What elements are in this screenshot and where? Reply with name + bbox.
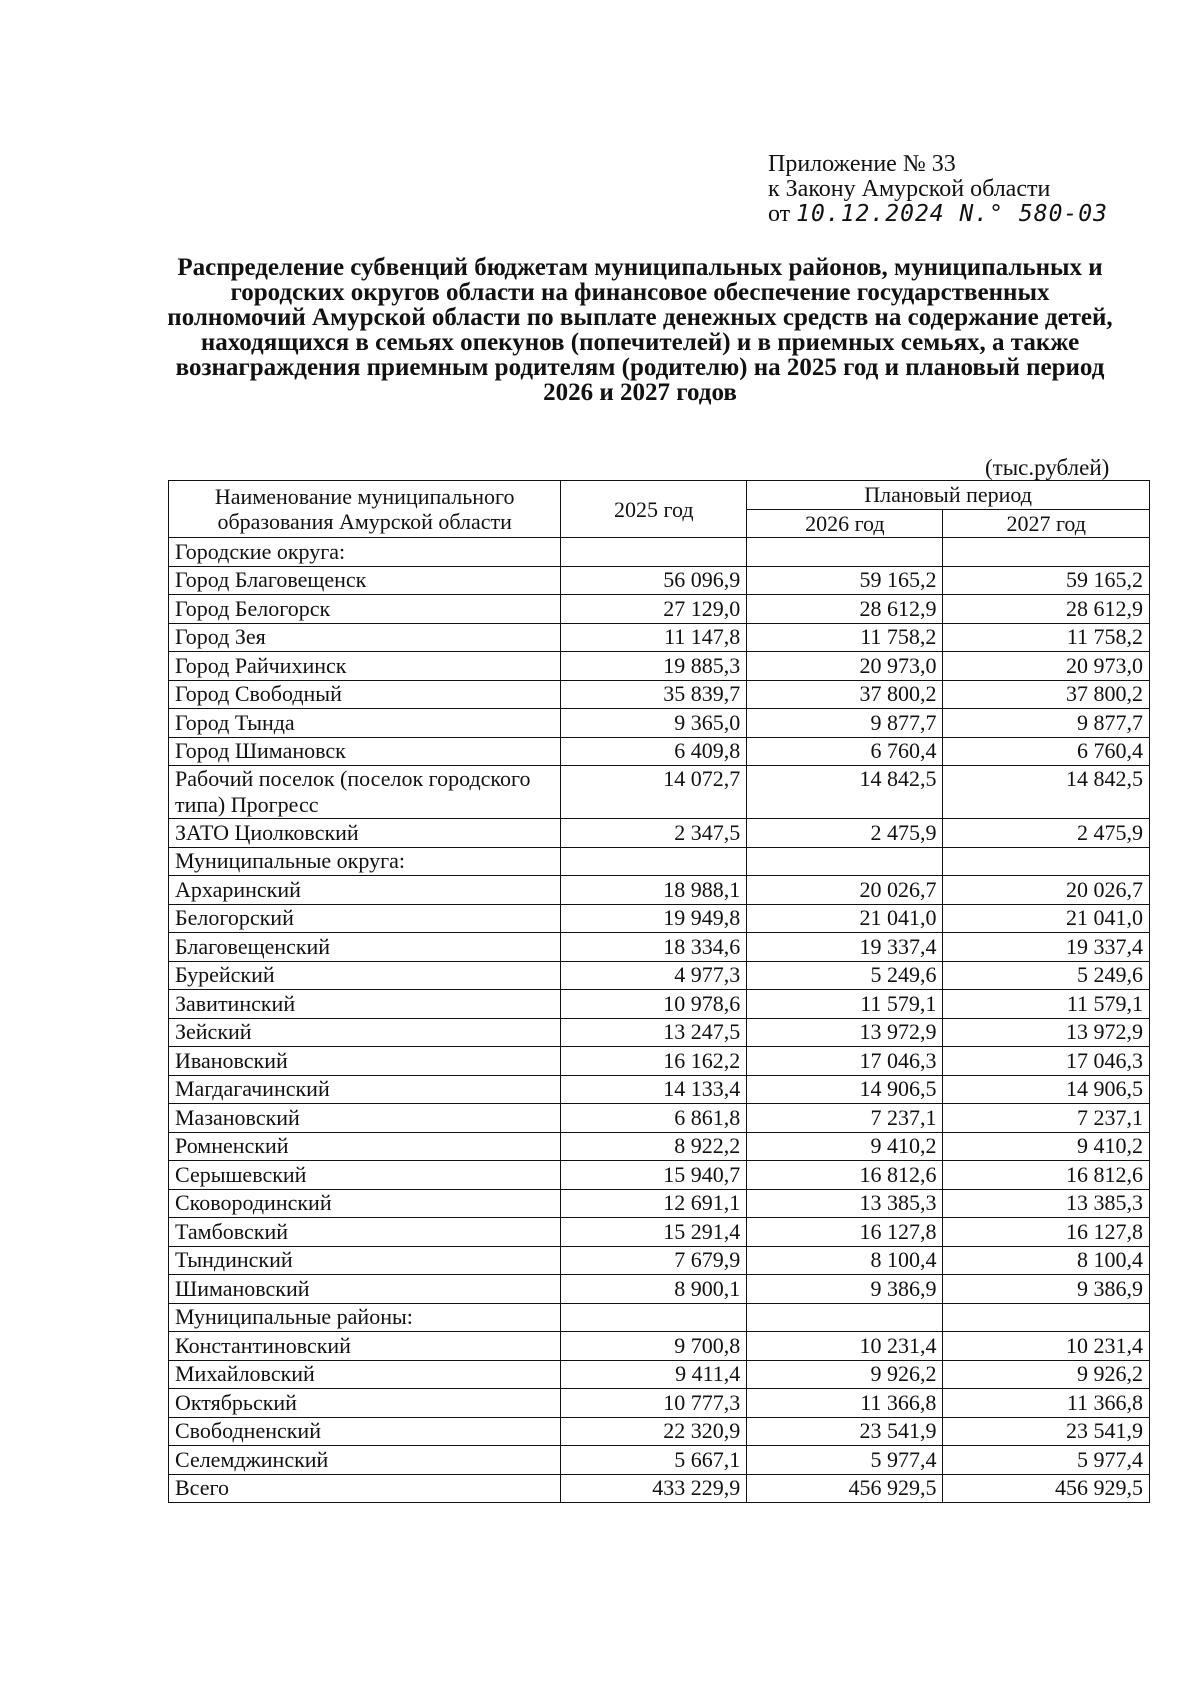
value-2026: 16 812,6 xyxy=(747,1161,943,1190)
header-2025: 2025 год xyxy=(561,481,747,538)
value-2027: 20 973,0 xyxy=(943,652,1150,681)
municipality-name: Тындинский xyxy=(169,1246,561,1275)
value-2027: 8 100,4 xyxy=(943,1246,1150,1275)
value-2025: 8 900,1 xyxy=(561,1275,747,1304)
value-2025: 56 096,9 xyxy=(561,566,747,595)
table-row xyxy=(169,1189,1150,1218)
value-2027: 5 977,4 xyxy=(943,1446,1150,1475)
table-row xyxy=(169,1018,1150,1047)
value-2027: 9 926,2 xyxy=(943,1360,1150,1389)
value-2026: 19 337,4 xyxy=(747,933,943,962)
municipality-name: Ивановский xyxy=(169,1047,561,1076)
value-2026: 17 046,3 xyxy=(747,1047,943,1076)
empty-cell xyxy=(747,1303,943,1332)
table-row xyxy=(169,737,1150,766)
value-2027: 20 026,7 xyxy=(943,876,1150,905)
table-row xyxy=(169,1047,1150,1076)
value-2027: 37 800,2 xyxy=(943,680,1150,709)
value-2026: 8 100,4 xyxy=(747,1246,943,1275)
value-2025: 13 247,5 xyxy=(561,1018,747,1047)
section-title: Городские округа: xyxy=(169,538,561,567)
municipality-name: Мазановский xyxy=(169,1104,561,1133)
empty-cell xyxy=(943,1303,1150,1332)
municipality-name: Свободненский xyxy=(169,1417,561,1446)
value-2025: 10 978,6 xyxy=(561,990,747,1019)
value-2025: 15 291,4 xyxy=(561,1218,747,1247)
section-row xyxy=(169,538,1150,567)
value-2025: 10 777,3 xyxy=(561,1389,747,1418)
empty-cell xyxy=(561,1303,747,1332)
municipality-name: Город Райчихинск xyxy=(169,652,561,681)
distribution-table xyxy=(168,480,1150,1503)
table-row xyxy=(169,1218,1150,1247)
value-2027: 19 337,4 xyxy=(943,933,1150,962)
value-2026: 2 475,9 xyxy=(747,819,943,848)
municipality-name: Сковородинский xyxy=(169,1189,561,1218)
value-2027: 11 366,8 xyxy=(943,1389,1150,1418)
value-2025: 27 129,0 xyxy=(561,595,747,624)
appendix-number: Приложение № 33 xyxy=(768,151,956,177)
value-2025: 22 320,9 xyxy=(561,1417,747,1446)
table-row xyxy=(169,1161,1150,1190)
value-2026: 5 249,6 xyxy=(747,961,943,990)
municipality-name: Магдагачинский xyxy=(169,1075,561,1104)
municipality-name: Бурейский xyxy=(169,961,561,990)
municipality-name: Архаринский xyxy=(169,876,561,905)
table-row xyxy=(169,1360,1150,1389)
table-row xyxy=(169,904,1150,933)
table-row xyxy=(169,680,1150,709)
municipality-name: Рабочий поселок (поселок городского типа) Прогресс xyxy=(169,766,561,819)
value-2026: 6 760,4 xyxy=(747,737,943,766)
municipality-name: Октябрьский xyxy=(169,1389,561,1418)
table-row xyxy=(169,652,1150,681)
value-2026: 11 579,1 xyxy=(747,990,943,1019)
value-2025: 6 861,8 xyxy=(561,1104,747,1133)
value-2026: 9 410,2 xyxy=(747,1132,943,1161)
value-2025: 19 885,3 xyxy=(561,652,747,681)
municipality-name: Город Шимановск xyxy=(169,737,561,766)
value-2027: 5 249,6 xyxy=(943,961,1150,990)
value-2026: 5 977,4 xyxy=(747,1446,943,1475)
section-row xyxy=(169,847,1150,876)
value-2026: 28 612,9 xyxy=(747,595,943,624)
value-2027: 14 906,5 xyxy=(943,1075,1150,1104)
section-title: Муниципальные районы: xyxy=(169,1303,561,1332)
value-2027: 11 758,2 xyxy=(943,623,1150,652)
appendix-block xyxy=(768,152,1108,227)
value-2025: 7 679,9 xyxy=(561,1246,747,1275)
value-2025: 9 365,0 xyxy=(561,709,747,738)
value-2026: 37 800,2 xyxy=(747,680,943,709)
table-row xyxy=(169,876,1150,905)
value-2025: 12 691,1 xyxy=(561,1189,747,1218)
value-2026: 7 237,1 xyxy=(747,1104,943,1133)
value-2027: 59 165,2 xyxy=(943,566,1150,595)
value-2025: 11 147,8 xyxy=(561,623,747,652)
total-2025: 433 229,9 xyxy=(561,1474,747,1503)
municipality-name: Город Тында xyxy=(169,709,561,738)
value-2026: 9 877,7 xyxy=(747,709,943,738)
value-2026: 10 231,4 xyxy=(747,1332,943,1361)
value-2025: 4 977,3 xyxy=(561,961,747,990)
value-2025: 19 949,8 xyxy=(561,904,747,933)
municipality-name: Завитинский xyxy=(169,990,561,1019)
municipality-name: Тамбовский xyxy=(169,1218,561,1247)
appendix-date-prefix: от xyxy=(768,201,791,227)
value-2026: 11 758,2 xyxy=(747,623,943,652)
total-row xyxy=(169,1474,1150,1503)
header-2026: 2026 год xyxy=(747,509,943,538)
value-2027: 16 812,6 xyxy=(943,1161,1150,1190)
value-2025: 18 334,6 xyxy=(561,933,747,962)
municipality-name: Благовещенский xyxy=(169,933,561,962)
header-name: Наименование муниципального образования Амурской области xyxy=(169,481,561,538)
value-2027: 14 842,5 xyxy=(943,766,1150,819)
value-2027: 28 612,9 xyxy=(943,595,1150,624)
empty-cell xyxy=(561,538,747,567)
value-2026: 13 972,9 xyxy=(747,1018,943,1047)
municipality-name: Шимановский xyxy=(169,1275,561,1304)
value-2025: 15 940,7 xyxy=(561,1161,747,1190)
table-row xyxy=(169,990,1150,1019)
value-2026: 13 385,3 xyxy=(747,1189,943,1218)
value-2027: 9 386,9 xyxy=(943,1275,1150,1304)
value-2026: 9 926,2 xyxy=(747,1360,943,1389)
value-2027: 13 972,9 xyxy=(943,1018,1150,1047)
municipality-name: Константиновский xyxy=(169,1332,561,1361)
value-2026: 9 386,9 xyxy=(747,1275,943,1304)
municipality-name: Город Белогорск xyxy=(169,595,561,624)
empty-cell xyxy=(747,538,943,567)
municipality-name: Серышевский xyxy=(169,1161,561,1190)
table-row xyxy=(169,1104,1150,1133)
value-2025: 9 700,8 xyxy=(561,1332,747,1361)
table-body xyxy=(169,538,1150,1503)
table-row xyxy=(169,1417,1150,1446)
value-2026: 59 165,2 xyxy=(747,566,943,595)
value-2026: 20 026,7 xyxy=(747,876,943,905)
table-row xyxy=(169,961,1150,990)
value-2025: 6 409,8 xyxy=(561,737,747,766)
table-row xyxy=(169,566,1150,595)
empty-cell xyxy=(747,847,943,876)
empty-cell xyxy=(943,847,1150,876)
value-2026: 11 366,8 xyxy=(747,1389,943,1418)
table-row xyxy=(169,766,1150,819)
value-2027: 17 046,3 xyxy=(943,1047,1150,1076)
section-row xyxy=(169,1303,1150,1332)
municipality-name: Ромненский xyxy=(169,1132,561,1161)
value-2027: 23 541,9 xyxy=(943,1417,1150,1446)
value-2026: 20 973,0 xyxy=(747,652,943,681)
value-2025: 9 411,4 xyxy=(561,1360,747,1389)
value-2027: 9 877,7 xyxy=(943,709,1150,738)
total-label: Всего xyxy=(169,1474,561,1503)
municipality-name: ЗАТО Циолковский xyxy=(169,819,561,848)
value-2025: 35 839,7 xyxy=(561,680,747,709)
table-row xyxy=(169,1275,1150,1304)
value-2027: 21 041,0 xyxy=(943,904,1150,933)
value-2027: 7 237,1 xyxy=(943,1104,1150,1133)
value-2025: 14 072,7 xyxy=(561,766,747,819)
table-row xyxy=(169,1389,1150,1418)
header-2027: 2027 год xyxy=(943,509,1150,538)
total-2027: 456 929,5 xyxy=(943,1474,1150,1503)
handwritten-date-number: 10.12.2024 N.° 580-03 xyxy=(796,201,1108,227)
table-row xyxy=(169,1246,1150,1275)
table-row xyxy=(169,1446,1150,1475)
appendix-date-line xyxy=(768,202,1108,227)
total-2026: 456 929,5 xyxy=(747,1474,943,1503)
value-2026: 14 842,5 xyxy=(747,766,943,819)
value-2025: 5 667,1 xyxy=(561,1446,747,1475)
value-2025: 18 988,1 xyxy=(561,876,747,905)
municipality-name: Город Благовещенск xyxy=(169,566,561,595)
value-2026: 21 041,0 xyxy=(747,904,943,933)
table-row xyxy=(169,709,1150,738)
municipality-name: Михайловский xyxy=(169,1360,561,1389)
empty-cell xyxy=(561,847,747,876)
municipality-name: Город Зея xyxy=(169,623,561,652)
appendix-law: к Закону Амурской области xyxy=(768,176,1051,202)
value-2026: 14 906,5 xyxy=(747,1075,943,1104)
value-2027: 11 579,1 xyxy=(943,990,1150,1019)
header-planned-period: Плановый период xyxy=(747,481,1150,510)
value-2027: 16 127,8 xyxy=(943,1218,1150,1247)
value-2025: 2 347,5 xyxy=(561,819,747,848)
municipality-name: Селемджинский xyxy=(169,1446,561,1475)
section-title: Муниципальные округа: xyxy=(169,847,561,876)
municipality-name: Зейский xyxy=(169,1018,561,1047)
table-row xyxy=(169,1132,1150,1161)
value-2027: 13 385,3 xyxy=(943,1189,1150,1218)
units-label: (тыс.рублей) xyxy=(985,455,1110,480)
value-2027: 6 760,4 xyxy=(943,737,1150,766)
value-2027: 2 475,9 xyxy=(943,819,1150,848)
municipality-name: Город Свободный xyxy=(169,680,561,709)
value-2025: 16 162,2 xyxy=(561,1047,747,1076)
table-row xyxy=(169,595,1150,624)
table-row xyxy=(169,819,1150,848)
document-title: Распределение субвенций бюджетам муниципальных районов, муниципальных и городских округов области на финансовое обеспечение государственных полномочий Амурской области по выплате денежных средств на содержание детей, находящихся в семьях опекунов (попечителей) и в приемных семьях, а также вознаграждения приемным родителям (родителю) на 2025 год и плановый период 2026 и 2027 годов xyxy=(167,254,1113,406)
value-2026: 23 541,9 xyxy=(747,1417,943,1446)
table-row xyxy=(169,1075,1150,1104)
municipality-name: Белогорский xyxy=(169,904,561,933)
table-row xyxy=(169,933,1150,962)
table-row xyxy=(169,623,1150,652)
value-2025: 14 133,4 xyxy=(561,1075,747,1104)
value-2027: 10 231,4 xyxy=(943,1332,1150,1361)
value-2026: 16 127,8 xyxy=(747,1218,943,1247)
value-2025: 8 922,2 xyxy=(561,1132,747,1161)
value-2027: 9 410,2 xyxy=(943,1132,1150,1161)
empty-cell xyxy=(943,538,1150,567)
table-row xyxy=(169,1332,1150,1361)
